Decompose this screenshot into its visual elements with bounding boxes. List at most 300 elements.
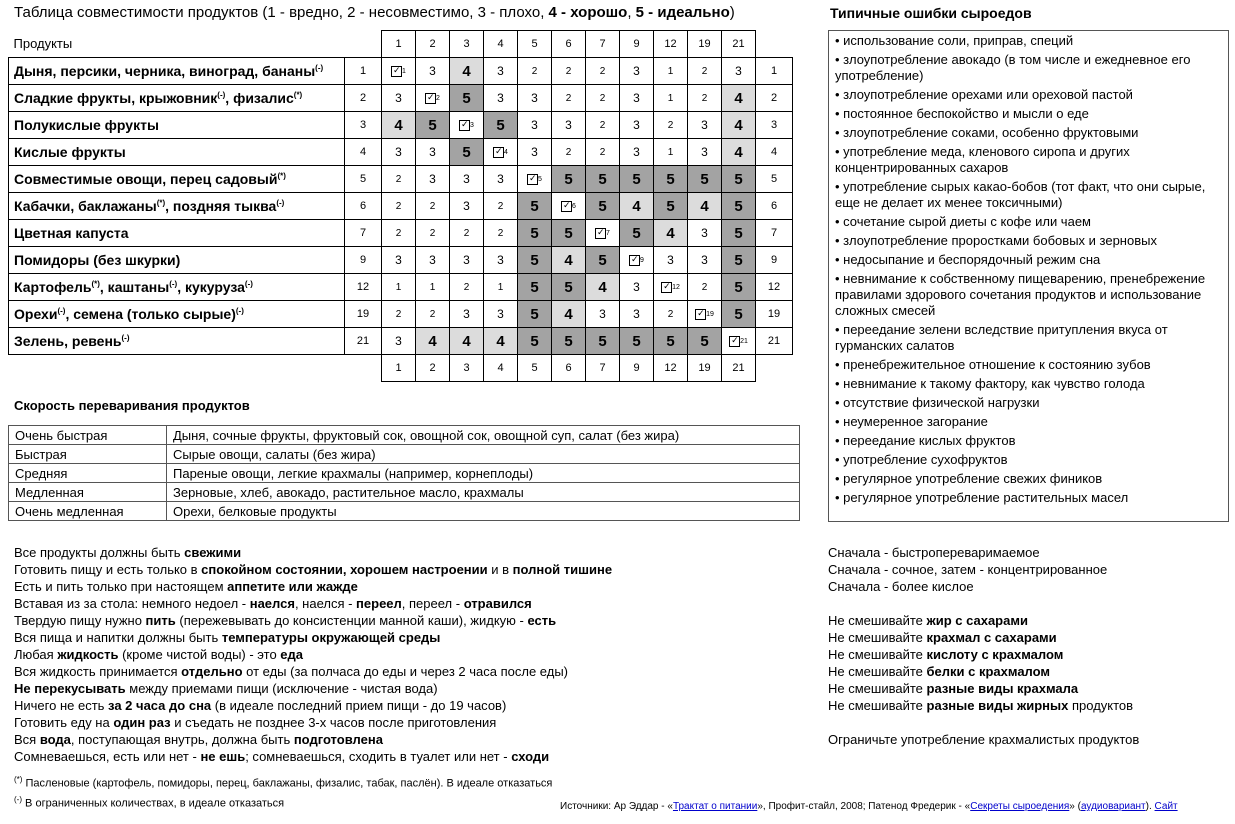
link-site[interactable]: Сайт <box>1154 801 1178 812</box>
rule-line <box>14 612 612 629</box>
column-number: 21 <box>722 31 756 58</box>
error-item: • отсутствие физической нагрузки <box>835 395 1040 410</box>
rule-text: Готовить пищу и есть только в <box>14 562 202 577</box>
speed-category: Средняя <box>9 464 167 483</box>
footnote-mark: (-) <box>169 279 178 289</box>
compat-cell: 3 <box>586 301 620 328</box>
column-number: 3 <box>450 31 484 58</box>
error-item: • невнимание к собственному пищеварению, пренебрежение правилами здорового сочетания продуктов и использование сложных смесей <box>835 271 1206 318</box>
rule-line <box>828 680 1139 697</box>
compat-cell: 3 <box>484 247 518 274</box>
rule-line <box>14 595 612 612</box>
compat-cell: 2 <box>552 58 586 85</box>
column-number: 7 <box>586 31 620 58</box>
compat-cell <box>450 112 484 139</box>
compat-cell: 4 <box>450 58 484 85</box>
product-row <box>9 112 793 139</box>
compat-cell: 3 <box>416 139 450 166</box>
product-row <box>9 274 793 301</box>
compat-cell: 3 <box>416 58 450 85</box>
rule-emphasis: не ешь <box>200 749 246 764</box>
sources-text: », Профит-стайл, 2008; Патенод Фредерик - « <box>757 801 971 812</box>
footnote-mark: (-) <box>57 306 66 316</box>
compat-cell: 4 <box>586 274 620 301</box>
errors-title: Типичные ошибки сыроедов <box>830 5 1032 21</box>
link-audio[interactable]: аудиовариант <box>1080 801 1146 812</box>
speed-row <box>9 502 800 521</box>
rule-text: (кроме чистой воды) - это <box>118 647 281 662</box>
rule-emphasis: вода <box>39 732 71 747</box>
compat-cell: 3 <box>688 112 722 139</box>
compat-cell <box>552 193 586 220</box>
footnote-mark: (-) <box>235 306 244 316</box>
diag-index: 7 <box>606 230 610 238</box>
rule-text: (пережевывать до консистенции манной каши), жидкую - <box>175 613 528 628</box>
footnote-text: Пасленовые (картофель, помидоры, перец, баклажаны, физалис, табак, паслён). В идеале отказаться <box>22 777 553 790</box>
compat-cell: 5 <box>518 274 552 301</box>
compat-cell: 5 <box>450 139 484 166</box>
rule-line <box>828 714 1139 731</box>
row-number: 3 <box>756 112 793 139</box>
rule-text: Любая <box>14 647 58 662</box>
rule-line <box>828 731 1139 748</box>
product-name <box>9 220 345 247</box>
compat-cell: 3 <box>518 85 552 112</box>
rule-emphasis: подготовлена <box>293 732 383 747</box>
rule-emphasis: белки с крахмалом <box>926 664 1051 679</box>
speed-row <box>9 483 800 502</box>
compat-cell: 2 <box>382 220 416 247</box>
product-name <box>9 166 345 193</box>
compat-cell: 4 <box>620 193 654 220</box>
column-number: 5 <box>518 31 552 58</box>
product-name <box>9 139 345 166</box>
products-header <box>9 355 345 382</box>
diag-index: 2 <box>436 95 440 103</box>
rule-emphasis: разные виды жирных <box>926 698 1069 713</box>
footnote-mark: (-) <box>14 794 22 804</box>
product-name-text: , семена (только сырые) <box>65 306 236 322</box>
row-number: 5 <box>756 166 793 193</box>
compat-cell: 3 <box>484 58 518 85</box>
product-row <box>9 301 793 328</box>
column-number: 4 <box>484 31 518 58</box>
compat-cell <box>484 139 518 166</box>
rule-text: Не смешивайте <box>828 630 927 645</box>
diag-index: 6 <box>572 203 576 211</box>
diag-index: 1 <box>402 68 406 76</box>
rule-emphasis: крахмал с сахарами <box>926 630 1057 645</box>
compat-cell: 2 <box>654 112 688 139</box>
rule-text: Ничего не есть <box>14 698 109 713</box>
column-number: 9 <box>620 31 654 58</box>
compat-cell: 3 <box>654 247 688 274</box>
checkbox-icon <box>695 309 706 320</box>
rule-emphasis: свежими <box>184 545 242 560</box>
compat-cell: 5 <box>722 220 756 247</box>
rule-text: Сомневаешься, есть или нет - <box>14 749 201 764</box>
link-secrets[interactable]: Секреты сыроедения <box>970 801 1070 812</box>
footnote-mark: (*) <box>277 171 286 181</box>
rule-emphasis: переел <box>356 596 402 611</box>
rule-text: Сначала - сочное, затем - концентрированное <box>828 562 1108 577</box>
speed-products: Зерновые, хлеб, авокадо, растительное масло, крахмалы <box>167 483 800 502</box>
column-number: 3 <box>450 355 484 382</box>
compat-cell: 2 <box>552 139 586 166</box>
rule-text: Не смешивайте <box>828 664 927 679</box>
compat-cell: 2 <box>416 220 450 247</box>
rule-emphasis: температуры окружающей среды <box>221 630 441 645</box>
compat-cell: 2 <box>586 112 620 139</box>
compat-cell <box>416 85 450 112</box>
speed-products: Пареные овощи, легкие крахмалы (например, корнеплоды) <box>167 464 800 483</box>
compat-cell: 1 <box>654 58 688 85</box>
rule-line <box>14 646 612 663</box>
compat-cell: 5 <box>416 112 450 139</box>
speed-category: Очень медленная <box>9 502 167 521</box>
header-row <box>9 355 793 382</box>
row-number: 6 <box>345 193 382 220</box>
compat-cell: 2 <box>450 220 484 247</box>
compat-cell: 2 <box>416 301 450 328</box>
speed-products: Сырые овощи, салаты (без жира) <box>167 445 800 464</box>
error-item: • переедание кислых фруктов <box>835 433 1016 448</box>
rule-text: Ограничьте употребление крахмалистых продуктов <box>828 732 1140 747</box>
checkbox-icon <box>561 201 572 212</box>
column-number: 2 <box>416 31 450 58</box>
compat-cell: 4 <box>416 328 450 355</box>
product-name <box>9 274 345 301</box>
compat-cell: 3 <box>416 247 450 274</box>
compat-cell: 2 <box>382 193 416 220</box>
column-number: 21 <box>722 355 756 382</box>
compat-cell: 4 <box>484 328 518 355</box>
footnote-mark: (-) <box>121 333 130 343</box>
product-name-text: Кабачки, баклажаны <box>14 198 157 214</box>
rule-text: Все продукты должны быть <box>14 545 185 560</box>
speed-products: Дыня, сочные фрукты, фруктовый сок, овощной сок, овощной суп, салат (без жира) <box>167 426 800 445</box>
footnote-mark: (*) <box>293 90 303 100</box>
compat-cell: 2 <box>688 274 722 301</box>
compat-cell: 2 <box>382 301 416 328</box>
diag-index: 12 <box>672 284 680 292</box>
row-number: 9 <box>756 247 793 274</box>
rule-text: Вся пища и напитки должны быть <box>14 630 222 645</box>
rule-text: Не смешивайте <box>828 613 927 628</box>
diag-index: 19 <box>706 311 714 319</box>
footnote-mark: (*) <box>14 775 23 784</box>
rule-emphasis: жир с сахарами <box>926 613 1028 628</box>
rule-line <box>14 561 612 578</box>
row-number: 1 <box>756 58 793 85</box>
column-number: 1 <box>382 355 416 382</box>
compat-cell: 4 <box>552 301 586 328</box>
legend-ideal: 5 - идеально <box>635 4 730 21</box>
row-number: 9 <box>345 247 382 274</box>
rule-text: Не смешивайте <box>828 698 927 713</box>
compat-cell: 3 <box>450 193 484 220</box>
column-number: 4 <box>484 355 518 382</box>
compat-cell: 3 <box>450 166 484 193</box>
row-number: 6 <box>756 193 793 220</box>
product-name-text: Сладкие фрукты, крыжовник <box>14 90 218 106</box>
rule-text: Не смешивайте <box>828 647 927 662</box>
compat-cell: 2 <box>586 58 620 85</box>
row-number: 19 <box>345 301 382 328</box>
rule-line <box>14 544 612 561</box>
row-number: 3 <box>345 112 382 139</box>
link-treatise[interactable]: Трактат о питании <box>672 801 758 812</box>
error-item: • постоянное беспокойство и мысли о еде <box>835 106 1089 121</box>
legend-sep: , <box>627 4 636 21</box>
diag-index: 4 <box>504 149 508 157</box>
footnote-mark: (*) <box>91 279 100 289</box>
sources-text: ). <box>1145 801 1155 812</box>
checkbox-icon <box>595 228 606 239</box>
rule-text: Вставая из за стола: немного недоел - <box>14 596 250 611</box>
compat-cell: 4 <box>722 85 756 112</box>
diag-index: 9 <box>640 257 644 265</box>
compat-cell: 3 <box>450 247 484 274</box>
product-row <box>9 328 793 355</box>
sources-text: » ( <box>1069 801 1081 812</box>
rule-emphasis: жидкость <box>57 647 119 662</box>
product-name-text: Помидоры (без шкурки) <box>14 252 181 268</box>
footnote-mark: (-) <box>315 63 324 73</box>
error-item: • пренебрежительное отношение к состоянию зубов <box>835 357 1151 372</box>
diag-index: 5 <box>538 176 542 184</box>
compat-cell: 1 <box>484 274 518 301</box>
rule-line <box>828 612 1139 629</box>
rule-emphasis: кислоту с крахмалом <box>926 647 1064 662</box>
column-number: 1 <box>382 31 416 58</box>
compat-cell: 3 <box>722 58 756 85</box>
rule-emphasis: еда <box>280 647 304 662</box>
column-number: 5 <box>518 355 552 382</box>
combining-rules-list <box>828 544 1139 748</box>
product-name <box>9 112 345 139</box>
product-name-text: Орехи <box>14 306 58 322</box>
compat-cell: 5 <box>722 193 756 220</box>
product-row <box>9 193 793 220</box>
compat-cell: 5 <box>620 220 654 247</box>
compat-cell: 3 <box>620 112 654 139</box>
checkbox-icon <box>459 120 470 131</box>
compat-cell: 2 <box>518 58 552 85</box>
compat-cell: 5 <box>586 328 620 355</box>
row-number: 21 <box>345 328 382 355</box>
rule-emphasis: полной тишине <box>512 562 613 577</box>
blank-cell <box>756 355 793 382</box>
checkbox-icon <box>527 174 538 185</box>
rule-line <box>828 629 1139 646</box>
product-name-text: Дыня, персики, черника, виноград, бананы <box>14 63 316 79</box>
rule-emphasis: есть <box>527 613 557 628</box>
compat-cell: 1 <box>654 139 688 166</box>
product-name-text: Кислые фрукты <box>14 144 126 160</box>
footnote-mark: (*) <box>156 198 166 208</box>
compat-cell: 5 <box>722 274 756 301</box>
rule-emphasis: разные виды крахмала <box>926 681 1079 696</box>
speed-row <box>9 426 800 445</box>
compat-cell: 5 <box>688 328 722 355</box>
title-main: Таблица совместимости продуктов <box>14 4 259 21</box>
rule-line <box>14 663 612 680</box>
error-item: • недосыпание и беспорядочный режим сна <box>835 252 1101 267</box>
checkbox-icon <box>629 255 640 266</box>
error-item: • регулярное употребление свежих фиников <box>835 471 1103 486</box>
compat-cell: 4 <box>382 112 416 139</box>
column-number: 9 <box>620 355 654 382</box>
diag-index: 21 <box>740 338 748 346</box>
page-title <box>14 4 735 21</box>
speed-products: Орехи, белковые продукты <box>167 502 800 521</box>
rule-text: , наелся - <box>294 596 357 611</box>
product-row <box>9 139 793 166</box>
compat-cell: 5 <box>654 328 688 355</box>
compat-cell: 3 <box>416 166 450 193</box>
compat-cell: 3 <box>484 85 518 112</box>
legend-suffix: ) <box>729 4 735 21</box>
product-name-text: , кукуруза <box>177 279 245 295</box>
error-item: • невнимание к такому фактору, как чувство голода <box>835 376 1145 391</box>
compat-cell: 2 <box>484 193 518 220</box>
rule-text: (в идеале последний прием пищи - до 19 часов) <box>211 698 507 713</box>
product-name <box>9 301 345 328</box>
compat-cell: 4 <box>552 247 586 274</box>
product-name-text: Зелень, ревень <box>14 333 122 349</box>
footnotes <box>14 772 552 811</box>
rule-text: Есть и пить только при настоящем <box>14 579 228 594</box>
rule-text: от еды (за полчаса до еды и через 2 часа после еды) <box>242 664 569 679</box>
product-name-text: , каштаны <box>99 279 170 295</box>
compat-cell: 5 <box>518 193 552 220</box>
compat-cell: 5 <box>620 166 654 193</box>
error-item: • злоупотребление орехами или ореховой пастой <box>835 87 1133 102</box>
column-number: 6 <box>552 31 586 58</box>
compat-cell: 5 <box>688 166 722 193</box>
column-number: 2 <box>416 355 450 382</box>
product-name-text: Цветная капуста <box>14 225 129 241</box>
compat-cell: 5 <box>484 112 518 139</box>
compat-cell: 5 <box>518 301 552 328</box>
error-item: • регулярное употребление растительных масел <box>835 490 1129 505</box>
compat-cell: 5 <box>552 328 586 355</box>
rule-emphasis: наелся <box>249 596 295 611</box>
product-name <box>9 58 345 85</box>
error-item: • переедание зелени вследствие притупления вкуса от гурманских салатов <box>835 322 1168 353</box>
footnote-mark: (-) <box>217 90 226 100</box>
legend-good: 4 - хорошо <box>548 4 628 21</box>
title-legend: (1 - вредно, 2 - несовместимо, 3 - плохо, <box>258 4 549 21</box>
compat-cell: 2 <box>586 85 620 112</box>
product-row <box>9 166 793 193</box>
compat-cell: 5 <box>552 274 586 301</box>
compat-cell: 5 <box>722 301 756 328</box>
compat-cell: 5 <box>722 166 756 193</box>
compat-cell: 4 <box>654 220 688 247</box>
diag-index: 3 <box>470 122 474 130</box>
rule-text: между приемами пищи (исключение - чистая вода) <box>125 681 438 696</box>
error-item: • злоупотребление соками, особенно фруктовыми <box>835 125 1139 140</box>
rule-text: Готовить еду на <box>14 715 114 730</box>
compat-cell <box>620 247 654 274</box>
row-number: 2 <box>345 85 382 112</box>
row-number: 12 <box>756 274 793 301</box>
compat-cell: 1 <box>382 274 416 301</box>
product-name-text: , поздняя тыква <box>165 198 277 214</box>
compat-cell: 5 <box>518 247 552 274</box>
checkbox-icon <box>729 336 740 347</box>
product-row <box>9 247 793 274</box>
rule-line <box>14 731 612 748</box>
checkbox-icon <box>493 147 504 158</box>
rule-emphasis: отравился <box>463 596 532 611</box>
rule-line <box>828 544 1139 561</box>
compat-cell: 3 <box>518 139 552 166</box>
compat-cell: 5 <box>552 220 586 247</box>
rule-text: ; сомневаешься, сходить в туалет или нет - <box>245 749 512 764</box>
rule-line <box>14 748 612 765</box>
compat-cell: 1 <box>654 85 688 112</box>
compat-cell: 2 <box>688 85 722 112</box>
compat-cell: 3 <box>484 301 518 328</box>
product-row <box>9 220 793 247</box>
speed-row <box>9 445 800 464</box>
compat-cell: 5 <box>722 247 756 274</box>
compatibility-table <box>8 30 793 382</box>
compat-cell: 3 <box>450 301 484 328</box>
rule-text: Сначала - более кислое <box>828 579 974 594</box>
rule-emphasis: отдельно <box>181 664 243 679</box>
product-name-text: Полукислые фрукты <box>14 117 159 133</box>
product-name-text: Картофель <box>14 279 92 295</box>
rule-text: и съедать не позднее 3-х часов после приготовления <box>170 715 497 730</box>
compat-cell: 3 <box>688 247 722 274</box>
compat-cell: 5 <box>586 193 620 220</box>
column-number: 19 <box>688 355 722 382</box>
compat-cell: 3 <box>620 274 654 301</box>
rule-line <box>828 646 1139 663</box>
compat-cell: 3 <box>382 328 416 355</box>
compat-cell <box>654 274 688 301</box>
row-number: 4 <box>756 139 793 166</box>
compat-cell <box>688 301 722 328</box>
compat-cell: 2 <box>382 166 416 193</box>
product-name-text: Совместимые овощи, перец садовый <box>14 171 278 187</box>
compat-cell: 3 <box>382 85 416 112</box>
compat-cell: 5 <box>620 328 654 355</box>
rule-text: , поступающая внутрь, должна быть <box>70 732 294 747</box>
compat-cell: 3 <box>620 301 654 328</box>
rule-line <box>14 714 612 731</box>
rules-list <box>14 544 612 765</box>
rule-line <box>14 629 612 646</box>
rule-emphasis: за 2 часа до сна <box>108 698 212 713</box>
compat-cell: 5 <box>450 85 484 112</box>
compat-cell: 5 <box>518 220 552 247</box>
product-name-text: , физалис <box>225 90 294 106</box>
rule-emphasis: аппетите или жажде <box>227 579 358 594</box>
compat-cell: 4 <box>688 193 722 220</box>
compat-cell: 3 <box>518 112 552 139</box>
rule-line <box>828 578 1139 595</box>
compat-cell: 3 <box>620 58 654 85</box>
compat-cell: 2 <box>484 220 518 247</box>
compat-cell: 2 <box>654 301 688 328</box>
rule-text: продуктов <box>1068 698 1134 713</box>
compat-cell: 5 <box>654 193 688 220</box>
